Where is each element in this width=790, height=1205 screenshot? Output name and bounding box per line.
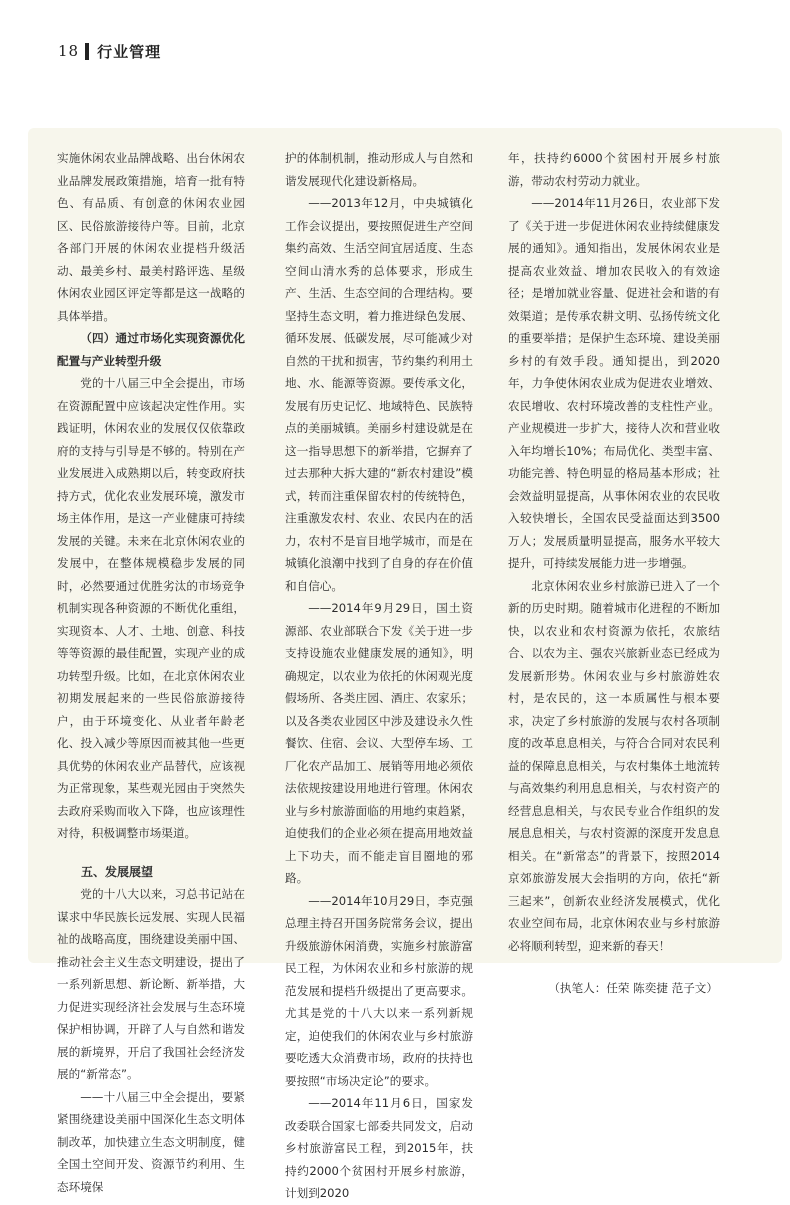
running-header (58, 40, 161, 62)
paragraph: 党的十八届三中全会提出，市场在资源配置中应该起决定性作用。实践证明，休闲农业的发展仅仅依靠政府的支持与引导是不够的。特别在产业发展进入成熟期以后，转变政府扶持方式，优化农业发展环境，激发市场主体作用，是这一产业健康可持续发展的关键。未来在北京休闲农业的发展中，在整体规模稳步发展的同时，必然要通过优胜劣汰的市场竞争机制实现各种资源的不断优化重组，实现资本、人才、土地、创意、科技等等资源的最佳配置，实现产业的成功转型升级。比如，在北京休闲农业初期发展起来的一些民俗旅游接待户，由于环境变化、从业者年龄老化、投入减少等原因而被其他一些更具优势的休闲农业产品替代，应该视为正常现象，某些观光园由于突然失去政府采购而收入下降，也应该理性对待，积极调整市场渠道。 (57, 376, 245, 840)
page-number: 18 (58, 42, 80, 60)
paragraph: ——2014年11月26日，农业部下发了《关于进一步促进休闲农业持续健康发展的通知》。通知指出，发展休闲农业是提高农业效益、增加农民收入的有效途径；是增加就业容量、促进社会和谐的有效渠道；是传承农耕文明、弘扬传统文化的重要举措；是保护生态环境、建设美丽乡村的有效手段。通知提出，到2020年，力争使休闲农业成为促进农业增效、农民增收、农村环境改善的支柱性产业。产业规模进一步扩大，接待人次和营业收入年均增长10%；布局优化、类型丰富、功能完善、特色明显的格局基本形成；社会效益明显提高，从事休闲农业的农民收入较快增长，全国农民受益面达到3500万人；发展质量明显提高，服务水平较大提升，可持续发展能力进一步增强。 (508, 196, 720, 570)
paragraph: ——2014年9月29日，国土资源部、农业部联合下发《关于进一步支持设施农业健康发展的通知》，明确规定，以农业为依托的休闲观光度假场所、各类庄园、酒庄、农家乐；以及各类农业园区中涉及建设永久性餐饮、住宿、会议、大型停车场、工厂化农产品加工、展销等用地必须依法依规按建设用地进行管理。休闲农业与乡村旅游面临的用地约束趋紧，迫使我们的企业必须在提高用地效益上下功夫，而不能走盲目圈地的邪路。 (285, 601, 473, 885)
section-heading: 五、发展展望 (81, 864, 154, 879)
author-byline: （执笔人：任荣 陈奕捷 范子文） (548, 981, 718, 995)
section-title: 行业管理 (97, 42, 162, 61)
paragraph: 党的十八大以来，习总书记站在谋求中华民族长远发展、实现人民福祉的战略高度，围绕建设美丽中国、推动社会主义生态文明建设，提出了一系列新思想、新论断、新举措，大力促进实现经济社会发展与生态环境保护相协调，开辟了人与自然和谐发展的新境界，开启了我国社会经济发展的“新常态”。 (57, 887, 245, 1081)
text-column-2 (285, 147, 473, 1205)
text-column-1 (57, 147, 245, 1198)
subheading: （四）通过市场化实现资源优化配置与产业转型升级 (57, 331, 245, 368)
paragraph: 实施休闲农业品牌战略、出台休闲农业品牌发展政策措施，培育一批有特色、有品质、有创意的休闲农业园区、民俗旅游接待户等。目前，北京各部门开展的休闲农业提档升级活动、最美乡村、最美村路评选、星级休闲农业园区评定等都是这一战略的具体举措。 (57, 151, 245, 323)
paragraph: ——2014年11月6日，国家发改委联合国家七部委共同发文，启动乡村旅游富民工程，到2015年，扶持约2000个贫困村开展乡村旅游，计划到2020 (285, 1096, 473, 1200)
paragraph: 北京休闲农业乡村旅游已进入了一个新的历史时期。随着城市化进程的不断加快，以农业和农村资源为依托，农旅结合、以农为主、强农兴旅新业态已经成为发展新形势。休闲农业与乡村旅游姓农村，是农民的，这一本质属性与根本要求，决定了乡村旅游的发展与农村各项制度的改革息息相关，与符合合同对农民利益的保障息息相关，与农村集体土地流转与高效集约利用息息相关，与农村资产的经营息息相关，与农民专业合作组织的发展息息相关，与农村资源的深度开发息息相关。在“新常态”的背景下，按照2014京郊旅游发展大会指明的方向，依托“新三起来”，创新农业经济发展模式，优化农业空间布局，北京休闲农业与乡村旅游必将顺利转型，迎来新的春天！ (508, 578, 720, 953)
header-divider (85, 43, 89, 60)
paragraph: 护的体制机制，推动形成人与自然和谐发展现代化建设新格局。 (285, 151, 473, 188)
paragraph: ——2014年10月29日，李克强总理主持召开国务院常务会议，提出升级旅游休闲消费，实施乡村旅游富民工程，为休闲农业和乡村旅游的规范发展和提档升级提出了更高要求。尤其是党的十八大以来一系列新规定，迫使我们的休闲农业与乡村旅游要吃透大众消费市场，政府的扶持也要按照“市场决定论”的要求。 (285, 893, 473, 1088)
text-column-3 (508, 147, 720, 1000)
paragraph: 年，扶持约6000个贫困村开展乡村旅游，带动农村劳动力就业。 (508, 151, 720, 188)
paragraph: ——2013年12月，中央城镇化工作会议提出，要按照促进生产空间集约高效、生活空间宜居适度、生态空间山清水秀的总体要求，形成生产、生活、生态空间的合理结构。要坚持生态文明，着力推进绿色发展、循环发展、低碳发展，尽可能减少对自然的干扰和损害，节约集约利用土地、水、能源等资源。要传承文化，发展有历史记忆、地域特色、民族特点的美丽城镇。美丽乡村建设就是在这一指导思想下的新举措，它摒弃了过去那种大拆大建的“新农村建设”模式，转而注重保留农村的传统特色，注重激发农村、农业、农民内在的活力，农村不是盲目地学城市，而是在城镇化浪潮中找到了自身的存在价值和自信心。 (285, 196, 473, 593)
paragraph: ——十八届三中全会提出，要紧紧围绕建设美丽中国深化生态文明体制改革，加快建立生态文明制度，健全国土空间开发、资源节约利用、生态环境保 (57, 1089, 245, 1194)
